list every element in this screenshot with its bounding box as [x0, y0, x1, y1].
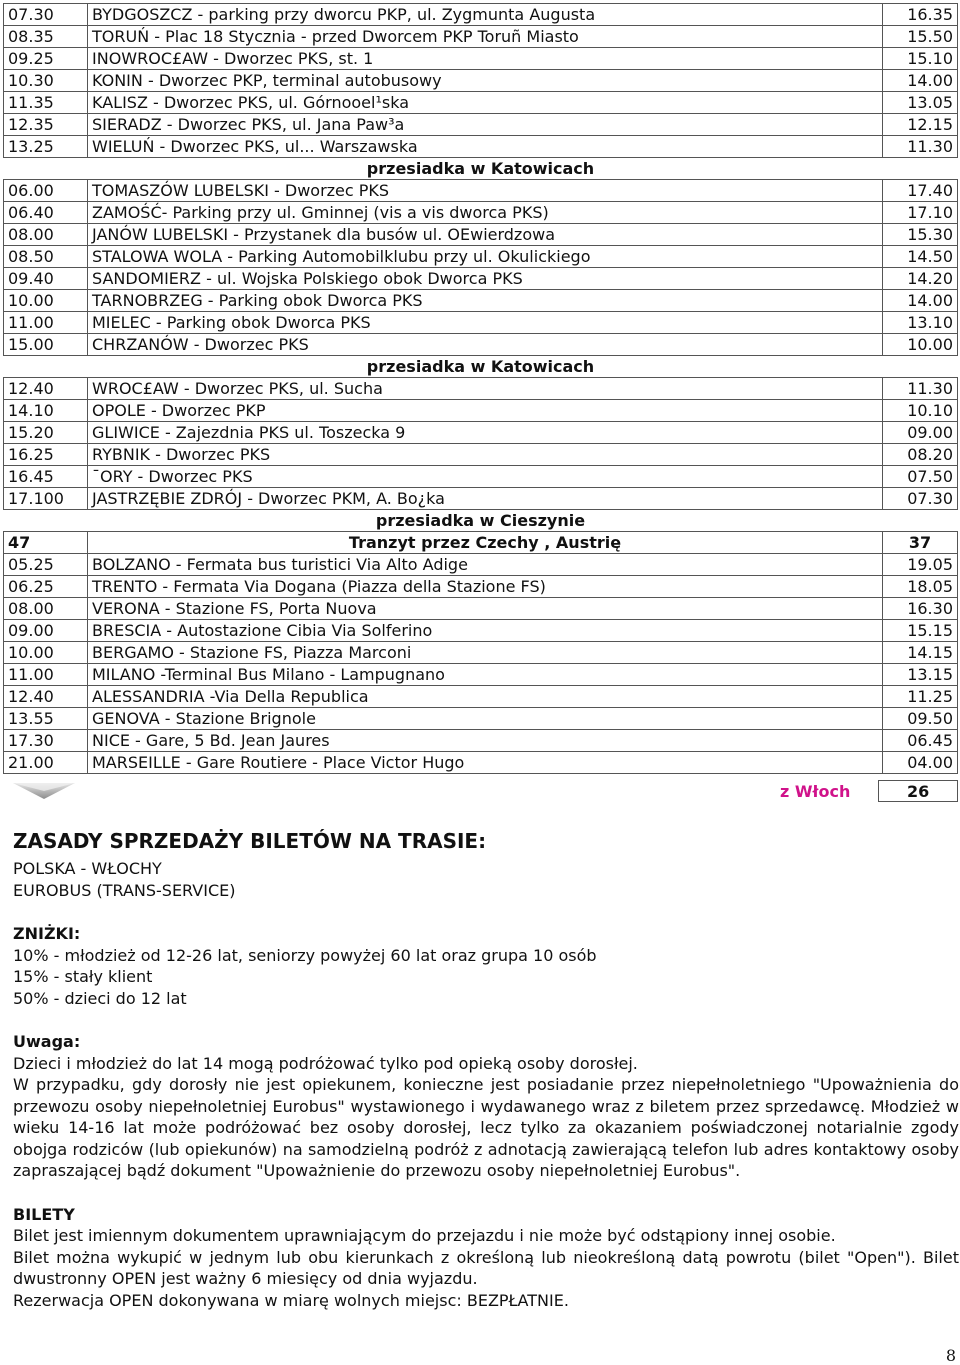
departure-time: 14.10	[4, 400, 88, 422]
stop-row	[4, 268, 958, 290]
arrival-time: 14.00	[883, 290, 958, 312]
stop-place: KONIN - Dworzec PKP, terminal autobusowy	[88, 70, 883, 92]
stop-place: STALOWA WOLA - Parking Automobilklubu przy ul. Okulickiego	[88, 246, 883, 268]
stop-place: TORUŃ - Plac 18 Stycznia - przed Dworcem PKP Toruñ Miasto	[88, 26, 883, 48]
sales-rules-section	[13, 828, 959, 1311]
stop-row	[4, 26, 958, 48]
stop-place: WIELUŃ - Dworzec PKS, ul... Warszawska	[88, 136, 883, 158]
arrival-time: 14.50	[883, 246, 958, 268]
stop-row	[4, 4, 958, 26]
note-paragraph: W przypadku, gdy dorosły nie jest opiekunem, konieczne jest posiadanie przez niepełnoletniego "Upoważnienia do przewozu osoby niepełnoletniej Eurobus" wystawionego i wydawanego wraz z biletem przez sprzedawcę. Młodzież w wieku 14-16 lat może podróżować bez osoby dorosłej, lecz tylko za okazaniem poświadczonej notarialnie zgody obojga rodziców (lub opiekunów) na samodzielną podróż z adnotacją zawierającą telefon lub adres kontaktowy osoby zapraszającej bądź dokument "Upoważnienie do przewozu osoby niepełnoletniej Eurobus".	[13, 1075, 959, 1180]
stop-place: MILANO -Terminal Bus Milano - Lampugnano	[88, 664, 883, 686]
chevron-down-icon[interactable]	[13, 781, 75, 801]
stop-place: BRESCIA - Autostazione Cibia Via Solferino	[88, 620, 883, 642]
arrival-time: 13.10	[883, 312, 958, 334]
arrival-time: 15.10	[883, 48, 958, 70]
stop-place: MIELEC - Parking obok Dworca PKS	[88, 312, 883, 334]
stop-row	[4, 664, 958, 686]
arrival-time: 10.10	[883, 400, 958, 422]
note-heading: Uwaga:	[13, 1032, 81, 1051]
stop-row	[4, 576, 958, 598]
stop-row	[4, 642, 958, 664]
stop-place: SANDOMIERZ - ul. Wojska Polskiego obok Dworca PKS	[88, 268, 883, 290]
departure-time: 09.40	[4, 268, 88, 290]
stop-row	[4, 246, 958, 268]
arrival-time: 17.10	[883, 202, 958, 224]
stop-row	[4, 290, 958, 312]
departure-time: 06.40	[4, 202, 88, 224]
arrival-time: 11.30	[883, 136, 958, 158]
stop-row	[4, 180, 958, 202]
departure-time: 16.25	[4, 444, 88, 466]
stop-place: Tranzyt przez Czechy , Austrię	[88, 532, 883, 554]
stop-place: BYDGOSZCZ - parking przy dworcu PKP, ul. Zygmunta Augusta	[88, 4, 883, 26]
stop-place: MARSEILLE - Gare Routiere - Place Victor Hugo	[88, 752, 883, 774]
transit-summary-row	[4, 532, 958, 554]
arrival-time: 16.35	[883, 4, 958, 26]
stop-row	[4, 378, 958, 400]
departure-time: 10.00	[4, 642, 88, 664]
departure-time: 15.20	[4, 422, 88, 444]
transfer-label: przesiadka w Katowicach	[4, 356, 958, 378]
departure-time: 05.25	[4, 554, 88, 576]
stop-row	[4, 70, 958, 92]
arrival-time: 18.05	[883, 576, 958, 598]
departure-time: 47	[4, 532, 88, 554]
stop-place: TRENTO - Fermata Via Dogana (Piazza della Stazione FS)	[88, 576, 883, 598]
stop-row	[4, 598, 958, 620]
route-line: POLSKA - WŁOCHY	[13, 859, 162, 878]
departure-time: 11.35	[4, 92, 88, 114]
arrival-time: 14.00	[883, 70, 958, 92]
stop-place: ¯ORY - Dworzec PKS	[88, 466, 883, 488]
departure-time: 11.00	[4, 312, 88, 334]
arrival-time: 15.50	[883, 26, 958, 48]
departure-time: 16.45	[4, 466, 88, 488]
stop-row	[4, 334, 958, 356]
stop-place: ZAMOŚĆ- Parking przy ul. Gminnej (vis a vis dworca PKS)	[88, 202, 883, 224]
arrival-time: 15.15	[883, 620, 958, 642]
departure-time: 07.30	[4, 4, 88, 26]
stop-row	[4, 224, 958, 246]
departure-time: 06.00	[4, 180, 88, 202]
arrival-time: 14.20	[883, 268, 958, 290]
arrival-time: 17.40	[883, 180, 958, 202]
stop-place: TARNOBRZEG - Parking obok Dworca PKS	[88, 290, 883, 312]
arrival-time: 09.50	[883, 708, 958, 730]
stop-place: RYBNIK - Dworzec PKS	[88, 444, 883, 466]
stop-row	[4, 554, 958, 576]
stop-place: OPOLE - Dworzec PKP	[88, 400, 883, 422]
departure-time: 17.100	[4, 488, 88, 510]
stop-place: BERGAMO - Stazione FS, Piazza Marconi	[88, 642, 883, 664]
stop-row	[4, 708, 958, 730]
note-line: Dzieci i młodzież do lat 14 mogą podróżować tylko pod opieką osoby dorosłej.	[13, 1053, 638, 1073]
stop-place: TOMASZÓW LUBELSKI - Dworzec PKS	[88, 180, 883, 202]
stop-place: ALESSANDRIA -Via Della Republica	[88, 686, 883, 708]
stop-row	[4, 620, 958, 642]
arrival-time: 37	[883, 532, 958, 554]
carrier-line: EUROBUS (TRANS-SERVICE)	[13, 880, 236, 900]
arrival-time: 14.15	[883, 642, 958, 664]
stop-place: CHRZANÓW - Dworzec PKS	[88, 334, 883, 356]
discount-item: 50% - dzieci do 12 lat	[13, 988, 187, 1008]
arrival-time: 12.15	[883, 114, 958, 136]
arrival-time: 13.15	[883, 664, 958, 686]
stop-place: KALISZ - Dworzec PKS, ul. Górnooel¹ska	[88, 92, 883, 114]
stop-row	[4, 92, 958, 114]
departure-time: 08.35	[4, 26, 88, 48]
stop-place: JANÓW LUBELSKI - Przystanek dla busów ul. OEwierdzowa	[88, 224, 883, 246]
arrival-time: 07.50	[883, 466, 958, 488]
stop-row	[4, 730, 958, 752]
arrival-time: 15.30	[883, 224, 958, 246]
arrival-time: 07.30	[883, 488, 958, 510]
arrival-time: 16.30	[883, 598, 958, 620]
stop-row	[4, 752, 958, 774]
arrival-time: 13.05	[883, 92, 958, 114]
stop-row	[4, 466, 958, 488]
sales-rules-title: ZASADY SPRZEDAŻY BILETÓW NA TRASIE:	[13, 829, 487, 853]
stop-row	[4, 444, 958, 466]
tickets-paragraph: Bilet można wykupić w jednym lub obu kierunkach z określoną lub nieokreśloną datą powrotu (bilet "Open"). Bilet dwustronny OPEN jest ważny 6 miesięcy od dnia wyjazdu.	[13, 1247, 959, 1288]
departure-time: 08.00	[4, 598, 88, 620]
discount-item: 10% - młodzież od 12-26 lat, seniorzy powyżej 60 lat oraz grupa 10 osób	[13, 945, 597, 965]
stop-row	[4, 686, 958, 708]
departure-time: 15.00	[4, 334, 88, 356]
stop-row	[4, 488, 958, 510]
discount-item: 15% - stały klient	[13, 967, 153, 986]
transfer-row	[4, 510, 958, 532]
departure-time: 12.40	[4, 378, 88, 400]
stop-place: WROC£AW - Dworzec PKS, ul. Sucha	[88, 378, 883, 400]
stop-place: BOLZANO - Fermata bus turistici Via Alto Adige	[88, 554, 883, 576]
stop-row	[4, 312, 958, 334]
page-number: 8	[945, 1346, 956, 1365]
tickets-heading: BILETY	[13, 1204, 75, 1224]
tickets-line: Bilet jest imiennym dokumentem uprawniającym do przejazdu i nie może być odstąpiony innej osobie.	[13, 1226, 836, 1245]
departure-time: 13.25	[4, 136, 88, 158]
transfer-label: przesiadka w Cieszynie	[4, 510, 958, 532]
departure-time: 13.55	[4, 708, 88, 730]
tickets-reservation-line: Rezerwacja OPEN dokonywana w miarę wolnych miejsc: BEZPŁATNIE.	[13, 1290, 569, 1310]
stop-row	[4, 114, 958, 136]
arrival-time: 09.00	[883, 422, 958, 444]
stop-row	[4, 136, 958, 158]
discounts-heading: ZNIŻKI:	[13, 924, 81, 943]
stop-place: JASTRZĘBIE ZDRÓJ - Dworzec PKM, A. Bo¿ka	[88, 488, 883, 510]
arrival-time: 11.25	[883, 686, 958, 708]
stop-row	[4, 48, 958, 70]
schedule-table	[3, 3, 958, 774]
departure-time: 21.00	[4, 752, 88, 774]
transfer-label: przesiadka w Katowicach	[4, 158, 958, 180]
departure-time: 12.40	[4, 686, 88, 708]
departure-time: 17.30	[4, 730, 88, 752]
stop-row	[4, 202, 958, 224]
departure-time: 12.35	[4, 114, 88, 136]
stop-place: NICE - Gare, 5 Bd. Jean Jaures	[88, 730, 883, 752]
stop-place: GENOVA - Stazione Brignole	[88, 708, 883, 730]
from-italy-count: 26	[878, 780, 958, 802]
arrival-time: 06.45	[883, 730, 958, 752]
arrival-time: 19.05	[883, 554, 958, 576]
departure-time: 09.00	[4, 620, 88, 642]
departure-time: 11.00	[4, 664, 88, 686]
stop-place: SIERADZ - Dworzec PKS, ul. Jana Paw³a	[88, 114, 883, 136]
departure-time: 10.00	[4, 290, 88, 312]
transfer-row	[4, 356, 958, 378]
stop-place: GLIWICE - Zajezdnia PKS ul. Toszecka 9	[88, 422, 883, 444]
stop-row	[4, 422, 958, 444]
transfer-row	[4, 158, 958, 180]
departure-time: 09.25	[4, 48, 88, 70]
departure-time: 10.30	[4, 70, 88, 92]
stop-place: INOWROC£AW - Dworzec PKS, st. 1	[88, 48, 883, 70]
departure-time: 08.50	[4, 246, 88, 268]
departure-time: 06.25	[4, 576, 88, 598]
stop-place: VERONA - Stazione FS, Porta Nuova	[88, 598, 883, 620]
departure-time: 08.00	[4, 224, 88, 246]
arrival-time: 11.30	[883, 378, 958, 400]
schedule-body	[4, 4, 958, 774]
arrival-time: 04.00	[883, 752, 958, 774]
from-italy-label: z Włoch	[780, 782, 851, 801]
stop-row	[4, 400, 958, 422]
arrival-time: 10.00	[883, 334, 958, 356]
arrival-time: 08.20	[883, 444, 958, 466]
